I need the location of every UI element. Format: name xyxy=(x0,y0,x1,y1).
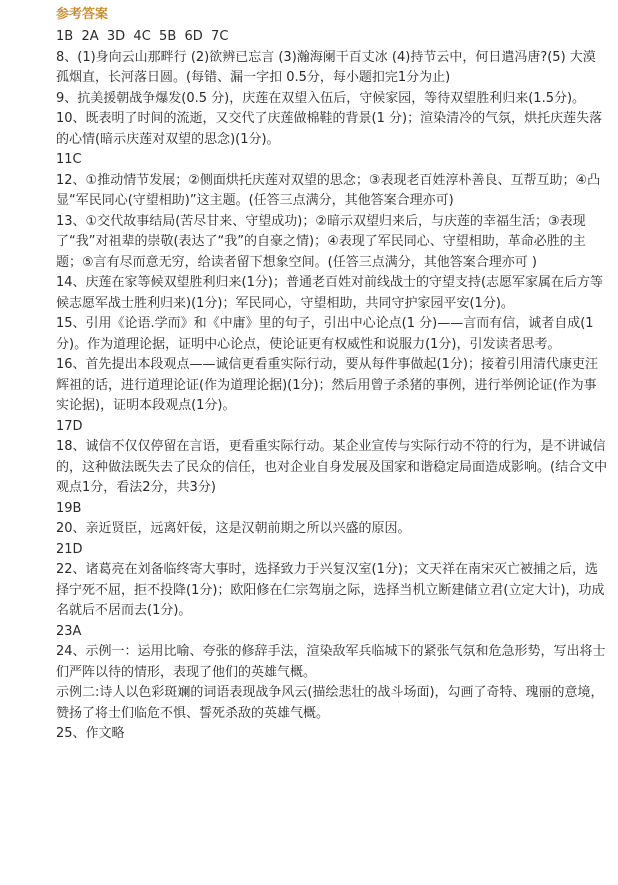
answer-line: 示例二:诗人以色彩斑斓的词语表现战争风云(描绘悲壮的战斗场面)，勾画了奇特、瑰丽的意境，赞扬了将士们临危不惧、誓死杀敌的英雄气概。 xyxy=(56,685,604,721)
answer-line: 9、抗美援朝战争爆发(0.5 分)，庆莲在双望入伍后，守候家园，等待双望胜利归来(1.5分)。 xyxy=(56,90,586,106)
answer-line: 10、既表明了时间的流逝，又交代了庆莲做棉鞋的背景(1 分)；渲染清冷的气氛，烘托庆莲失落的心情(暗示庆莲对双望的思念)(1分)。 xyxy=(56,111,603,147)
answer-line: 16、首先提出本段观点——诚信更看重实际行动，要从每件事做起(1分)；接着引用清代康吏汪辉祖的话，进行道理论证(作为道理论据)(1分)；然后用曾子杀猪的事例，进行举例论证(作为事实论据)，证明本段观点(1分)。 xyxy=(56,357,598,413)
answer-line: 21D xyxy=(56,541,83,557)
answer-line: 20、亲近贤臣，远离奸佞，这是汉朝前期之所以兴盛的原因。 xyxy=(56,521,411,536)
answer-line: 11C xyxy=(56,152,82,167)
answer-line: 8、(1)身向云山那畔行 (2)欲辨已忘言 (3)瀚海阑干百丈冰 (4)持节云中，何日遣冯唐?(5) 大漠孤烟直，长河落日圆。(每错、漏一字扣 0.5分，每小题扣完1分为止) xyxy=(56,49,596,85)
answer-line: 1B 2A 3D 4C 5B 6D 7C xyxy=(56,29,229,44)
answer-line: 22、诸葛亮在刘备临终寄大事时，选择致力于兴复汉室(1分)；文天祥在南宋灭亡被捕之后，选择宁死不屈，拒不投降(1分)；欧阳修在仁宗驾崩之际，选择当机立断建储立君(立定大计)，功成名就后不居而去(1分)。 xyxy=(56,562,605,618)
answer-line: 18、诚信不仅仅停留在言语，更看重实际行动。某企业宣传与实际行动不符的行为，是不讲诚信的，这种做法既失去了民众的信任，也对企业自身发展及国家和谐稳定局面造成影响。(结合文中观点1分，看法2分，共3分) xyxy=(56,439,608,495)
answer-line: 17D xyxy=(56,418,83,434)
answer-key-title: 参考答案 xyxy=(56,7,109,22)
answer-line: 13、①交代故事结局(苦尽甘来、守望成功)；②暗示双望归来后，与庆莲的幸福生活；③表现了“我”对祖辈的崇敬(表达了“我”的自豪之情)；④表现了军民同心、守望相助，革命必胜的主题；⑤言有尽而意无穷，给读者留下想象空间。(任答三点满分，其他答案合理亦可 ) xyxy=(56,213,586,270)
answer-line: 14、庆莲在家等候双望胜利归来(1分)；普通老百姓对前线战士的守望支持(志愿军家属在后方等候志愿军战士胜利归来)(1分)；军民同心，守望相助，共同守护家园平安(1分)。 xyxy=(56,275,604,311)
answer-line: 25、作文略 xyxy=(56,726,125,741)
answer-line: 24、示例一：运用比喻、夸张的修辞手法，渲染敌军兵临城下的紧张气氛和危急形势，写出将士们严阵以待的情形，表现了他们的英雄气概。 xyxy=(56,644,606,680)
answer-line: 12、①推动情节发展；②侧面烘托庆莲对双望的思念；③表现老百姓淳朴善良、互帮互助；④凸显“军民同心(守望相助)”这主题。(任答三点满分，其他答案合理亦可) xyxy=(56,172,601,208)
answer-line: 15、引用《论语.学而》和《中庸》里的句子，引出中心论点(1 分)——言而有信，诚者自成(1分)。作为道理论据，证明中心论点，使论证更有权威性和说服力(1分)，引发读者思考。 xyxy=(56,316,594,352)
answer-line: 23A xyxy=(56,623,82,639)
answer-line: 19B xyxy=(56,500,82,516)
